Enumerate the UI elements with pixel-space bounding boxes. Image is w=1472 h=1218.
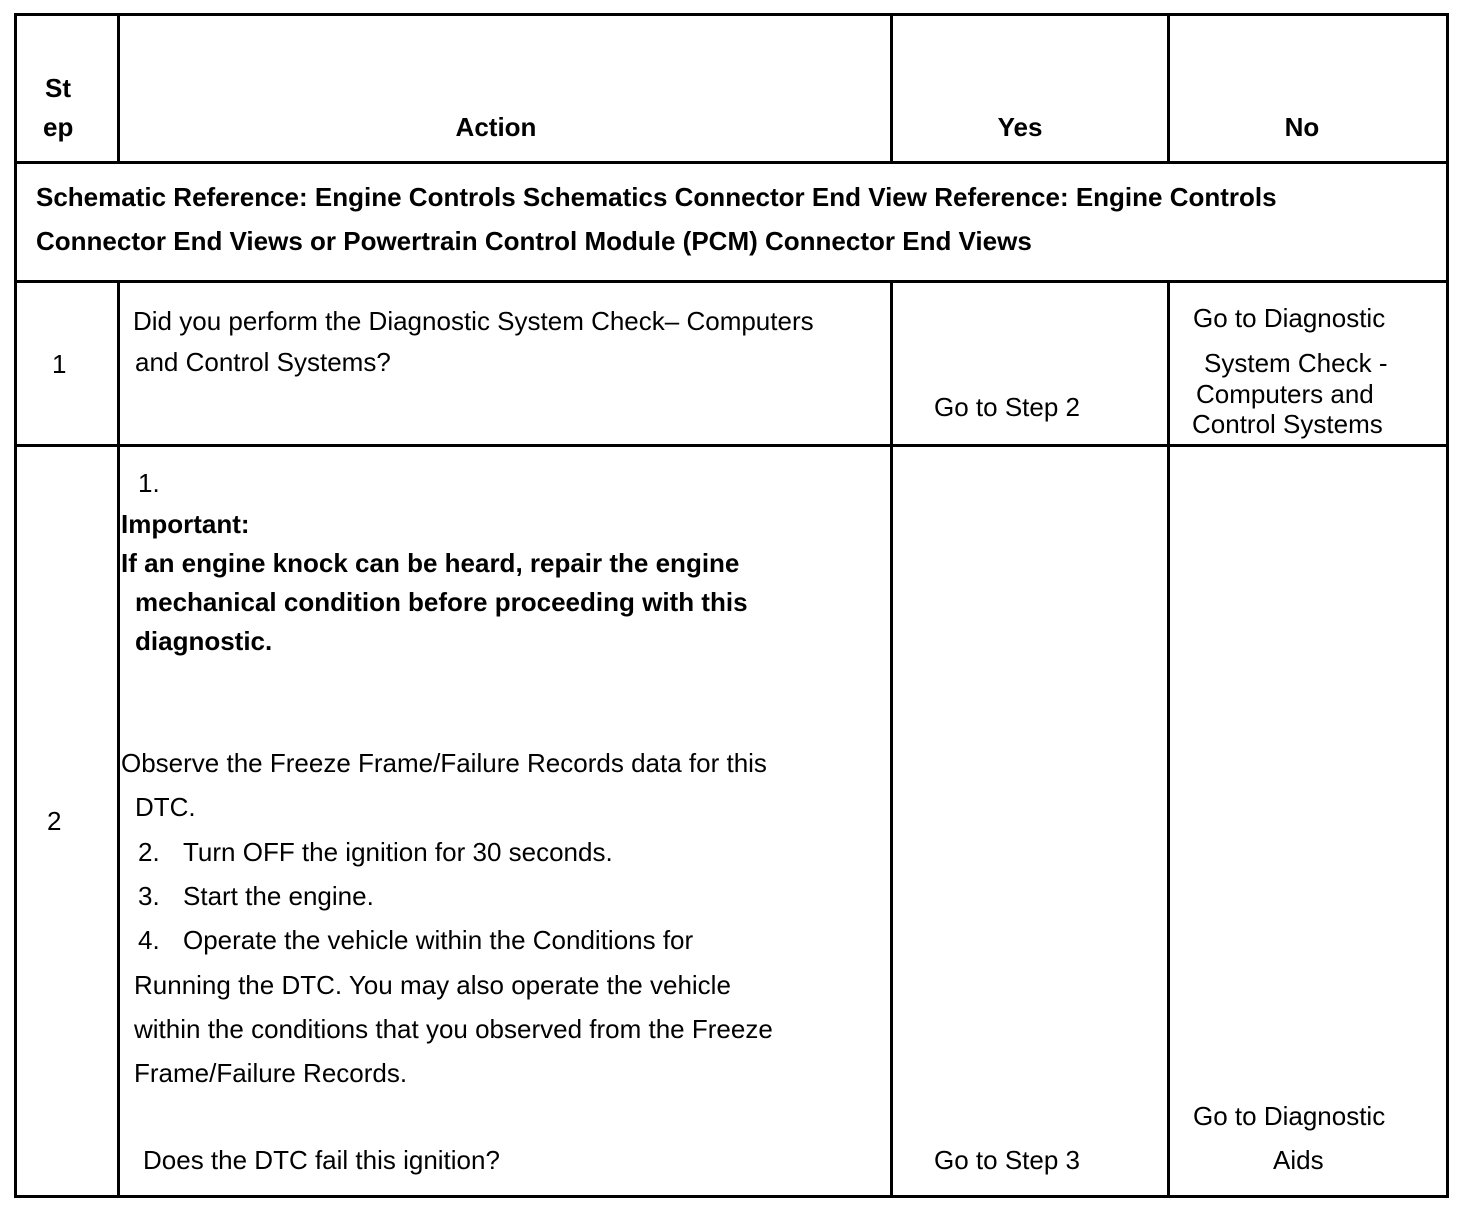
step-column-rule (117, 16, 120, 164)
row1-no-line1: Go to Diagnostic (1193, 303, 1386, 333)
row2-item4-line2: Running the DTC. You may also operate the vehicle (134, 970, 731, 1000)
row2-question: Does the DTC fail this ignition? (143, 1145, 500, 1175)
reference-line1: Schematic Reference: Engine Controls Schematics Connector End View Reference: Engine Controls (36, 182, 1277, 212)
row1-action-line1: Did you perform the Diagnostic System Check– Computers (133, 306, 814, 336)
action-column-rule-body (890, 280, 893, 1195)
yes-column-rule (1167, 16, 1170, 164)
yes-column-rule-body (1167, 280, 1170, 1195)
row2-yes: Go to Step 3 (934, 1145, 1080, 1175)
header-yes: Yes (997, 112, 1043, 142)
row2-important-label: Important: (121, 509, 250, 539)
row2-important-line3: diagnostic. (135, 626, 273, 656)
row2-step: 2 (47, 806, 62, 836)
row2-item1-number: 1. (138, 468, 160, 498)
action-column-rule (890, 16, 893, 164)
step-column-rule-body (117, 280, 120, 1195)
reference-line2: Connector End Views or Powertrain Control Module (PCM) Connector End Views (36, 226, 1032, 256)
row2-observe-line2: DTC. (135, 792, 196, 822)
row2-important-line2: mechanical condition before proceeding with this (135, 587, 748, 617)
header-no: No (1284, 112, 1320, 142)
header-step-line1: St (45, 73, 71, 103)
row1-bottom-rule (17, 444, 1446, 447)
row2-item2-text: Turn OFF the ignition for 30 seconds. (183, 837, 613, 867)
row2-item4-line4: Frame/Failure Records. (134, 1058, 408, 1088)
row2-observe-line1: Observe the Freeze Frame/Failure Records data for this (121, 748, 767, 778)
header-action: Action (455, 112, 537, 142)
header-bottom-rule (17, 161, 1446, 164)
row2-item2-number: 2. (138, 837, 160, 867)
row2-no-line2: Aids (1273, 1145, 1324, 1175)
row1-no-line3: Computers and (1196, 379, 1374, 409)
row1-no-line4: Control Systems (1192, 409, 1383, 439)
row2-item4-number: 4. (138, 925, 160, 955)
row2-item3-text: Start the engine. (183, 881, 374, 911)
header-step-line2: ep (43, 112, 74, 142)
row1-action-line2: and Control Systems? (135, 347, 391, 377)
row2-no-line1: Go to Diagnostic (1193, 1101, 1386, 1131)
row2-important-line1: If an engine knock can be heard, repair the engine (121, 548, 740, 578)
row2-item4-line3: within the conditions that you observed from the Freeze (134, 1014, 773, 1044)
row2-item4-line1: Operate the vehicle within the Conditions for (183, 925, 694, 955)
row1-step: 1 (52, 349, 67, 379)
reference-bottom-rule (17, 280, 1446, 283)
row2-item3-number: 3. (138, 881, 160, 911)
row1-no-line2: System Check - (1204, 348, 1388, 378)
row1-yes: Go to Step 2 (934, 392, 1080, 422)
